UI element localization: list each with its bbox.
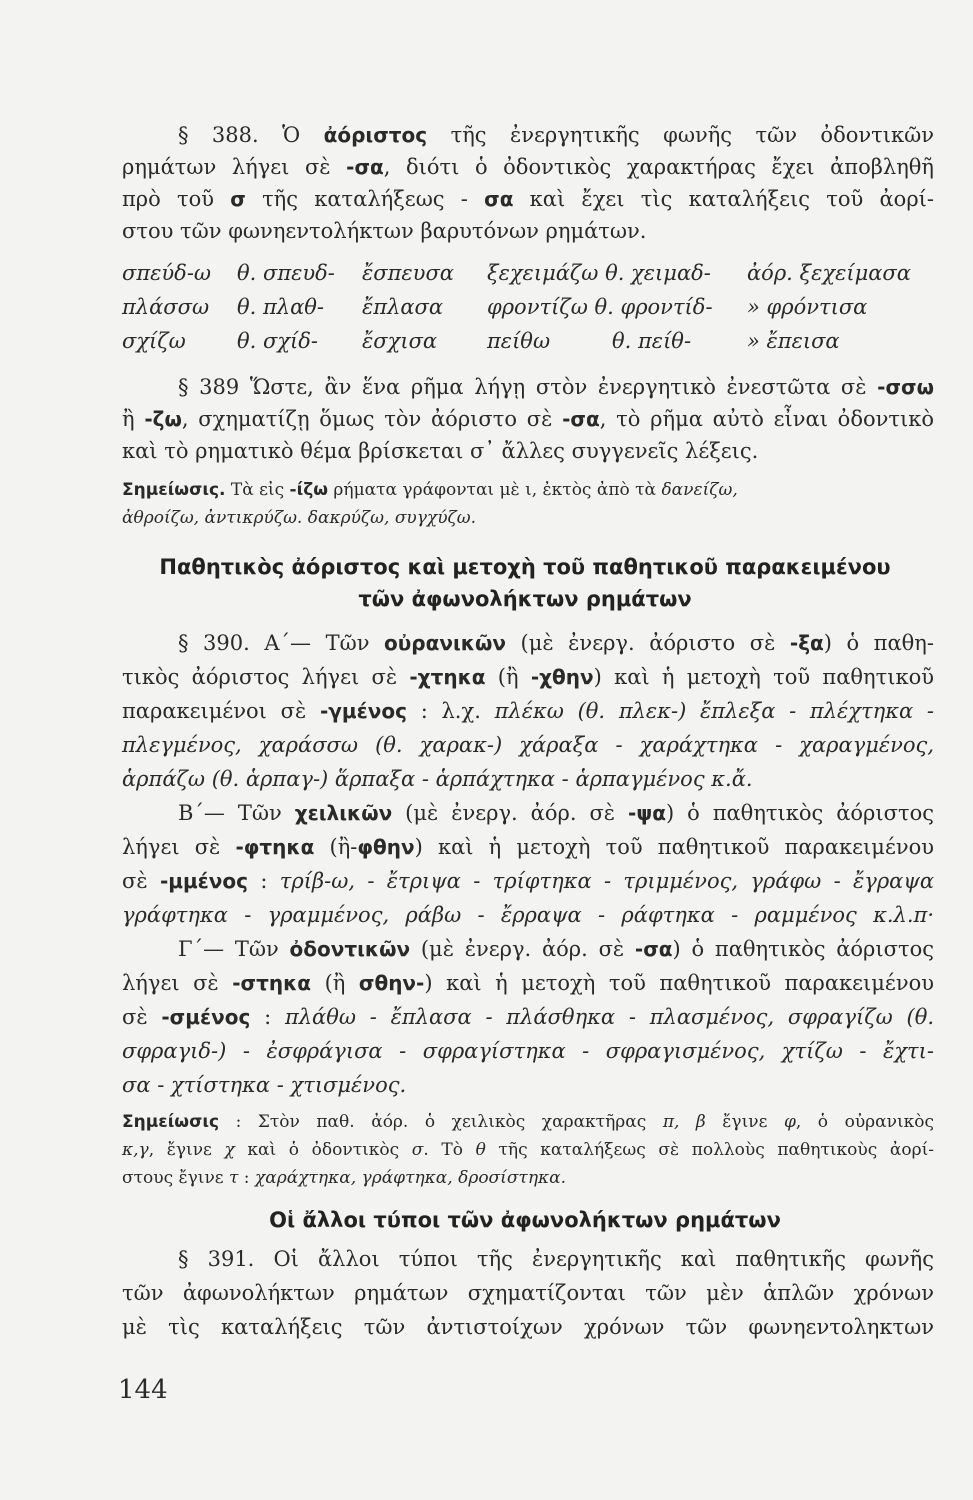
p389-line-1: § 389 Ὥστε, ἂν ἕνα ρῆμα λήγῃ στὸν ἐνεργητικὸ ἐνεστῶτα σὲ -σσω [178, 375, 934, 399]
p389-line-3: καὶ τὸ ρηματικὸ θέμα βρίσκεται σ᾿ ἄλλες συγγενεῖς λέξεις. [122, 439, 759, 463]
note2-line-3: στους ἔγινε τ : χαράχτηκα, γράφτηκα, δροσίστηκα. [122, 1168, 567, 1188]
p389-line-2: ἢ -ζω, σχηματίζῃ ὅμως τὸν ἀόριστο σὲ -σα, τὸ ρῆμα αὐτὸ εἶναι ὀδοντικὸ [122, 407, 934, 431]
p390-line-3: παρακειμένοι σὲ -γμένος : λ.χ. πλέκω (θ. πλεκ-) ἔπλεξα - πλέχτηκα - [122, 699, 934, 723]
note2-line-1: Σημείωσις : Στὸν παθ. ἀόρ. ὁ χειλικὸς χαρακτῆρας π, β ἔγινε φ, ὁ οὐρανικὸς [122, 1112, 935, 1132]
page-number: 144 [118, 1375, 168, 1405]
p391-line-1: § 391. Οἱ ἄλλοι τύποι τῆς ἐνεργητικῆς καὶ παθητικῆς φωνῆς [178, 1247, 934, 1271]
p391-line-3: μὲ τὶς καταλήξεις τῶν ἀντιστοίχων χρόνων τῶν φωνηεντοληκτων [122, 1315, 934, 1339]
section-heading: τῶν ἀφωνολήκτων ρημάτων [358, 587, 692, 611]
p390-g-line-1: Γ΄— Τῶν ὀδοντικῶν (μὲ ἐνεργ. ἀόρ. σὲ -σα) ὁ παθητικὸς ἀόριστος [178, 937, 934, 961]
p388-line-3: πρὸ τοῦ σ τῆς καταλήξεως - σα καὶ ἔχει τὶς καταλήξεις τοῦ ἀορί- [122, 187, 935, 211]
p390-b-line-2: λήγει σὲ -φτηκα (ἢ-φθην) καὶ ἡ μετοχὴ τοῦ παθητικοῦ παρακειμένου [122, 835, 934, 859]
section-heading: Παθητικὸς ἀόριστος καὶ μετοχὴ τοῦ παθητικοῦ παρακειμένου [159, 555, 891, 579]
p390-b-line-3: σὲ -μμένος : τρίβ-ω, - ἔτριψα - τρίφτηκα - τριμμένος, γράφω - ἔγραψα [122, 869, 934, 893]
p390-g-line-3: σὲ -σμένος : πλάθω - ἔπλασα - πλάσθηκα - πλασμένος, σφραγίζω (θ. [122, 1005, 935, 1029]
p390-b-line-1: Β΄— Τῶν χειλικῶν (μὲ ἐνεργ. ἀόρ. σὲ -ψα) ὁ παθητικὸς ἀόριστος [178, 801, 934, 825]
p388-line-4: στου τῶν φωνηεντολήκτων βαρυτόνων ρημάτων. [122, 219, 647, 243]
section-heading: Οἱ ἄλλοι τύποι τῶν ἀφωνολήκτων ρημάτων [269, 1208, 781, 1232]
p390-line-1: § 390. Α΄— Τῶν οὐρανικῶν (μὲ ἐνεργ. ἀόριστο σὲ -ξα) ὁ παθη- [178, 631, 934, 655]
p390-line-2: τικὸς ἀόριστος λήγει σὲ -χτηκα (ἢ -χθην) καὶ ἡ μετοχὴ τοῦ παθητικοῦ [122, 665, 935, 689]
p390-g-line-2: λήγει σὲ -στηκα (ἢ σθην-) καὶ ἡ μετοχὴ τοῦ παθητικοῦ παρακειμένου [122, 971, 934, 995]
p388-line-1: § 388. Ὁ ἀόριστος τῆς ἐνεργητικῆς φωνῆς τῶν ὀδοντικῶν [178, 123, 934, 147]
note2-line-2: κ,γ, ἔγινε χ καὶ ὁ ὀδοντικὸς σ. Τὸ θ τῆς καταλήξεως σὲ πολλοὺς παθητικοὺς ἀορί- [122, 1140, 934, 1160]
p390-line-5: ἁρπάζω (θ. ἁρπαγ-) ἅρπαξα - ἁρπάχτηκα - ἁρπαγμένος κ.ἄ. [122, 767, 753, 791]
note1-line-1: Σημείωσις. Τὰ εἰς -ίζω ρήματα γράφονται μὲ ι, ἐκτὸς ἀπὸ τὰ δανείζω, [122, 480, 738, 500]
book-page: § 388. Ὁ ἀόριστος τῆς ἐνεργητικῆς φωνῆς τῶν ὀδοντικῶν ρημάτων λήγει σὲ -σα, διότι ὁ ὀδοντικὸς χαρακτήρας ἔχει ἀποβληθῆ πρὸ τοῦ σ τῆς καταλήξεως - σα καὶ ἔχει τὶς καταλήξεις τοῦ ἀορί- στου τῶν φωνηεντολήκτων βαρυτόνων ρημάτων. σπεύδ-ω θ. σπευδ- ἔσπευσα ξεχειμάζω θ. χειμαδ- ἀόρ. ξεχείμασα πλάσσω θ. πλαθ- ἔπλασα φροντίζω θ. φροντίδ- » φρόντισα σχίζω θ. σχίδ- ἔσχισα πείθω θ. πείθ- » ἔπεισα § 389 Ὥστε, ἂν ἕνα ρῆμα λήγῃ στὸν ἐνεργητικὸ ἐνεστῶτα σὲ -σσω ἢ -ζω, σχηματίζῃ ὅμως τὸν ἀόριστο σὲ -σα, τὸ ρῆμα αὐτὸ εἶναι ὀδοντικὸ καὶ τὸ ρηματικὸ θέμα βρίσκεται σ᾿ ἄλλες συγγενεῖς λέξεις. Σημείωσις. Τὰ εἰς -ίζω ρήματα γράφονται μὲ ι, ἐκτὸς ἀπὸ τὰ δανείζω, ἀθροίζω, ἀντικρύζω. δακρύζω, συγχύζω. Παθητικὸς ἀόριστος καὶ μετοχὴ τοῦ παθητικοῦ παρακειμένου τῶν ἀφωνολήκτων ρημάτων § 390. Α΄— Τῶν οὐρανικῶν (μὲ ἐνεργ. ἀόριστο σὲ -ξα) ὁ παθη- τικὸς ἀόριστος λήγει σὲ -χτηκα (ἢ -χθην) καὶ ἡ μετοχὴ τοῦ παθητικοῦ παρακειμένοι σὲ -γμένος : λ.χ. πλέκω (θ. πλεκ-) ἔπλεξα - πλέχτηκα - πλεγμένος, χαράσσω (θ. χαρακ-) χάραξα - χαράχτηκα - χαραγμένος, ἁρπάζω (θ. ἁρπαγ-) ἅρπαξα - ἁρπάχτηκα - ἁρπαγμένος κ.ἄ. Β΄— Τῶν χειλικῶν (μὲ ἐνεργ. ἀόρ. σὲ -ψα) ὁ παθητικὸς ἀόριστος λήγει σὲ -φτηκα (ἢ-φθην) καὶ ἡ μετοχὴ τοῦ παθητικοῦ παρακειμένου σὲ -μμένος : τρίβ-ω, - ἔτριψα - τρίφτηκα - τριμμένος, γράφω - ἔγραψα γράφτηκα - γραμμένος, ράβω - ἔρραψα - ράφτηκα - ραμμένος κ.λ.π· Γ΄— Τῶν ὀδοντικῶν (μὲ ἐνεργ. ἀόρ. σὲ -σα) ὁ παθητικὸς ἀόριστος λήγει σὲ -στηκα (ἢ σθην-) καὶ ἡ μετοχὴ τοῦ παθητικοῦ παρακειμένου σὲ -σμένος : πλάθω - ἔπλασα - πλάσθηκα - πλασμένος, σφραγίζω (θ. σφραγιδ-) - ἐσφράγισα - σφραγίστηκα - σφραγισμένος, χτίζω - ἔχτι- σα - χτίστηκα - χτισμένος. Σημείωσις : Στὸν παθ. ἀόρ. ὁ χειλικὸς χαρακτῆρας π, β ἔγινε φ, ὁ οὐρανικὸς κ,γ, ἔγινε χ καὶ ὁ ὀδοντικὸς σ. Τὸ θ τῆς καταλήξεως σὲ πολλοὺς παθητικοὺς ἀορί- στους ἔγινε τ : χαράχτηκα, γράφτηκα, δροσίστηκα. Οἱ ἄλλοι τύποι τῶν ἀφωνολήκτων ρημάτων § 391. Οἱ ἄλλοι τύποι τῆς ἐνεργητικῆς καὶ παθητικῆς φωνῆς τῶν ἀφωνολήκτων ρημάτων σχηματίζονται τῶν μὲν ἁπλῶν χρόνων μὲ τὶς καταλήξεις τῶν ἀντιστοίχων χρόνων τῶν φωνηεντοληκτων 144 [0, 0, 973, 1500]
p390-b-line-4: γράφτηκα - γραμμένος, ράβω - ἔρραψα - ράφτηκα - ραμμένος κ.λ.π· [122, 903, 934, 927]
p390-line-4: πλεγμένος, χαράσσω (θ. χαρακ-) χάραξα - χαράχτηκα - χαραγμένος, [122, 733, 934, 757]
p388-line-2: ρημάτων λήγει σὲ -σα, διότι ὁ ὀδοντικὸς χαρακτήρας ἔχει ἀποβληθῆ [122, 155, 934, 179]
p391-line-2: τῶν ἀφωνολήκτων ρημάτων σχηματίζονται τῶν μὲν ἁπλῶν χρόνων [122, 1281, 934, 1305]
p390-g-line-5: σα - χτίστηκα - χτισμένος. [122, 1073, 407, 1097]
p390-g-line-4: σφραγιδ-) - ἐσφράγισα - σφραγίστηκα - σφραγισμένος, χτίζω - ἔχτι- [122, 1039, 934, 1063]
note1-line-2: ἀθροίζω, ἀντικρύζω. δακρύζω, συγχύζω. [122, 508, 477, 528]
